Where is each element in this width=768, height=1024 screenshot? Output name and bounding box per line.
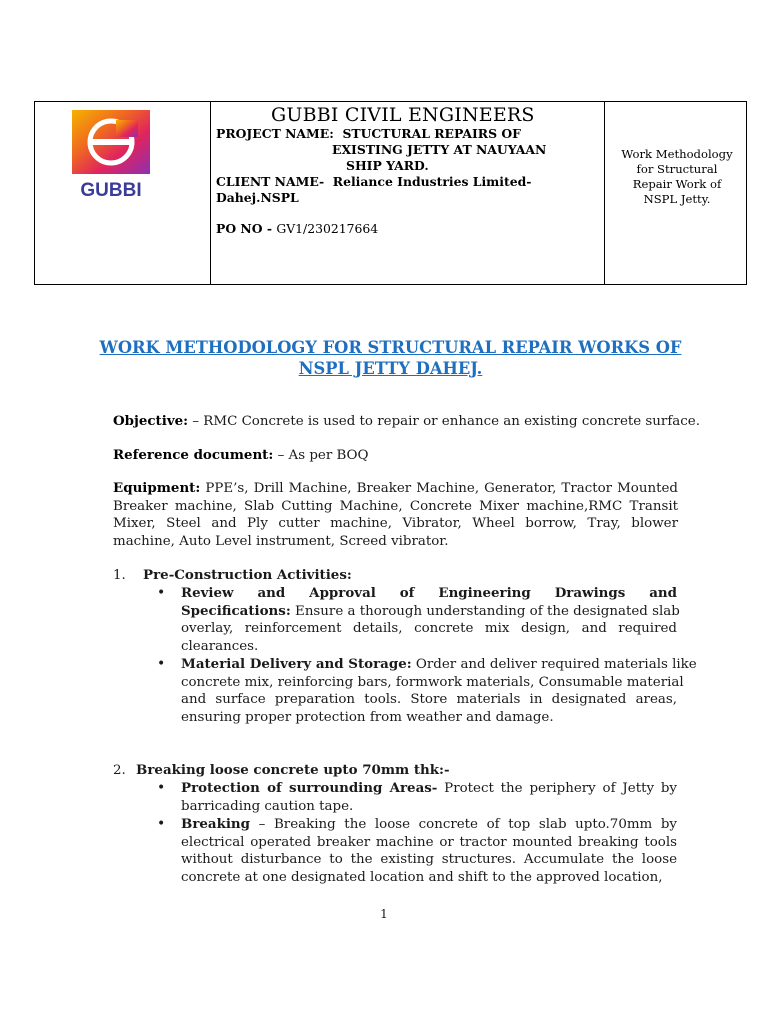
objective [113,413,700,429]
bullet-text: barricading caution tape. [181,798,354,814]
bullet-icon: • [157,656,166,672]
reference-document [113,447,369,463]
po-value: GV1/230217664 [276,221,379,236]
project-name-line1 [216,126,521,141]
bullet-bold: Review and Approval of Engineering Drawings and [181,585,677,601]
gubbi-logo-icon [72,110,150,202]
side-title-line: NSPL Jetty. [643,192,711,206]
reference-label: Reference document: [113,447,274,463]
section1-bullet-1 [181,585,680,655]
client-name-line1 [216,174,531,189]
header-divider-right [604,102,605,284]
section-1-heading [113,567,352,583]
bullet-text: ensuring proper protection from weather and damage. [181,709,554,725]
equipment-label: Equipment: [113,480,201,496]
project-value-1: STUCTURAL REPAIRS OF [342,126,521,141]
page-number: 1 [380,907,388,921]
bullet-text: without disturbance to the existing structures. Accumulate the loose [181,852,677,868]
section2-bullet-1 [181,780,677,815]
bullet-text: Order and deliver required materials like [411,657,697,672]
side-title [612,147,742,207]
section-title: Pre-Construction Activities: [143,567,352,583]
bullet-text: overlay, reinforcement details, concrete mix design, and required [181,621,677,637]
client-value-1: Reliance Industries Limited- [332,174,532,189]
bullet-text: clearances. [181,638,259,654]
header-table [34,101,747,285]
logo-text: GUBBI [80,180,142,201]
po-number [216,221,378,236]
project-name-line2: EXISTING JETTY AT NAUYAAN [332,142,547,157]
bullet-icon: • [157,585,166,601]
bullet-text: and surface preparation tools. Store materials in designated areas, [181,692,677,708]
equipment-text: PPE’s, Drill Machine, Breaker Machine, Generator, Tractor Mounted [200,481,678,496]
section-number: 2. [113,763,126,778]
objective-text: – RMC Concrete is used to repair or enhance an existing concrete surface. [188,414,700,429]
bullet-text: – Breaking the loose concrete of top slab upto.70mm by [250,817,677,832]
equipment-text: Mixer, Steel and Ply cutter machine, Vibrator, Wheel borrow, Tray, blower [113,516,678,532]
project-label: PROJECT NAME: [216,126,334,141]
client-label: CLIENT NAME- [216,174,325,189]
bullet-text: Ensure a thorough understanding of the designated slab [290,603,680,619]
bullet-icon: • [157,780,166,796]
bullet-text: electrical operated breaker machine or tractor mounted breaking tools [181,834,677,850]
project-name-line3: SHIP YARD. [346,158,429,173]
side-title-line: for Structural [636,162,718,176]
side-title-line: Work Methodology [621,147,733,161]
equipment-text: machine, Auto Level instrument, Screed vibrator. [113,533,449,549]
bullet-bold: Protection of surrounding Areas- [181,780,438,796]
section-title: Breaking loose concrete upto 70mm thk:- [136,762,450,778]
section2-bullet-2 [181,816,677,886]
bullet-bold: Material Delivery and Storage: [181,656,412,672]
equipment [113,480,678,550]
section-number: 1. [113,568,126,583]
bullet-text: concrete mix, reinforcing bars, formwork materials, Consumable material [181,674,684,690]
client-name-line2: Dahej.NSPL [216,190,299,205]
objective-label: Objective: [113,413,189,429]
document-title-line1: WORK METHODOLOGY FOR STRUCTURAL REPAIR WORKS OF [99,338,682,357]
company-name: GUBBI CIVIL ENGINEERS [271,104,535,126]
reference-text: – As per BOQ [273,448,369,463]
bullet-bold: Breaking [181,816,251,832]
po-label: PO NO - [216,221,272,236]
bullet-text: Protect the periphery of Jetty by [437,781,677,796]
side-title-line: Repair Work of [632,177,722,191]
gubbi-logo [72,110,150,202]
section1-bullet-2 [181,656,697,726]
document-title-line2: NSPL JETTY DAHEJ. [298,359,483,378]
bullet-bold: Specifications: [181,602,291,619]
header-divider-left [210,102,211,284]
bullet-icon: • [157,816,166,832]
section-2-heading [113,762,450,778]
equipment-text: Breaker machine, Slab Cutting Machine, Concrete Mixer machine,RMC Transit [113,498,678,514]
bullet-text: concrete at one designated location and shift to the approved location, [181,869,663,885]
